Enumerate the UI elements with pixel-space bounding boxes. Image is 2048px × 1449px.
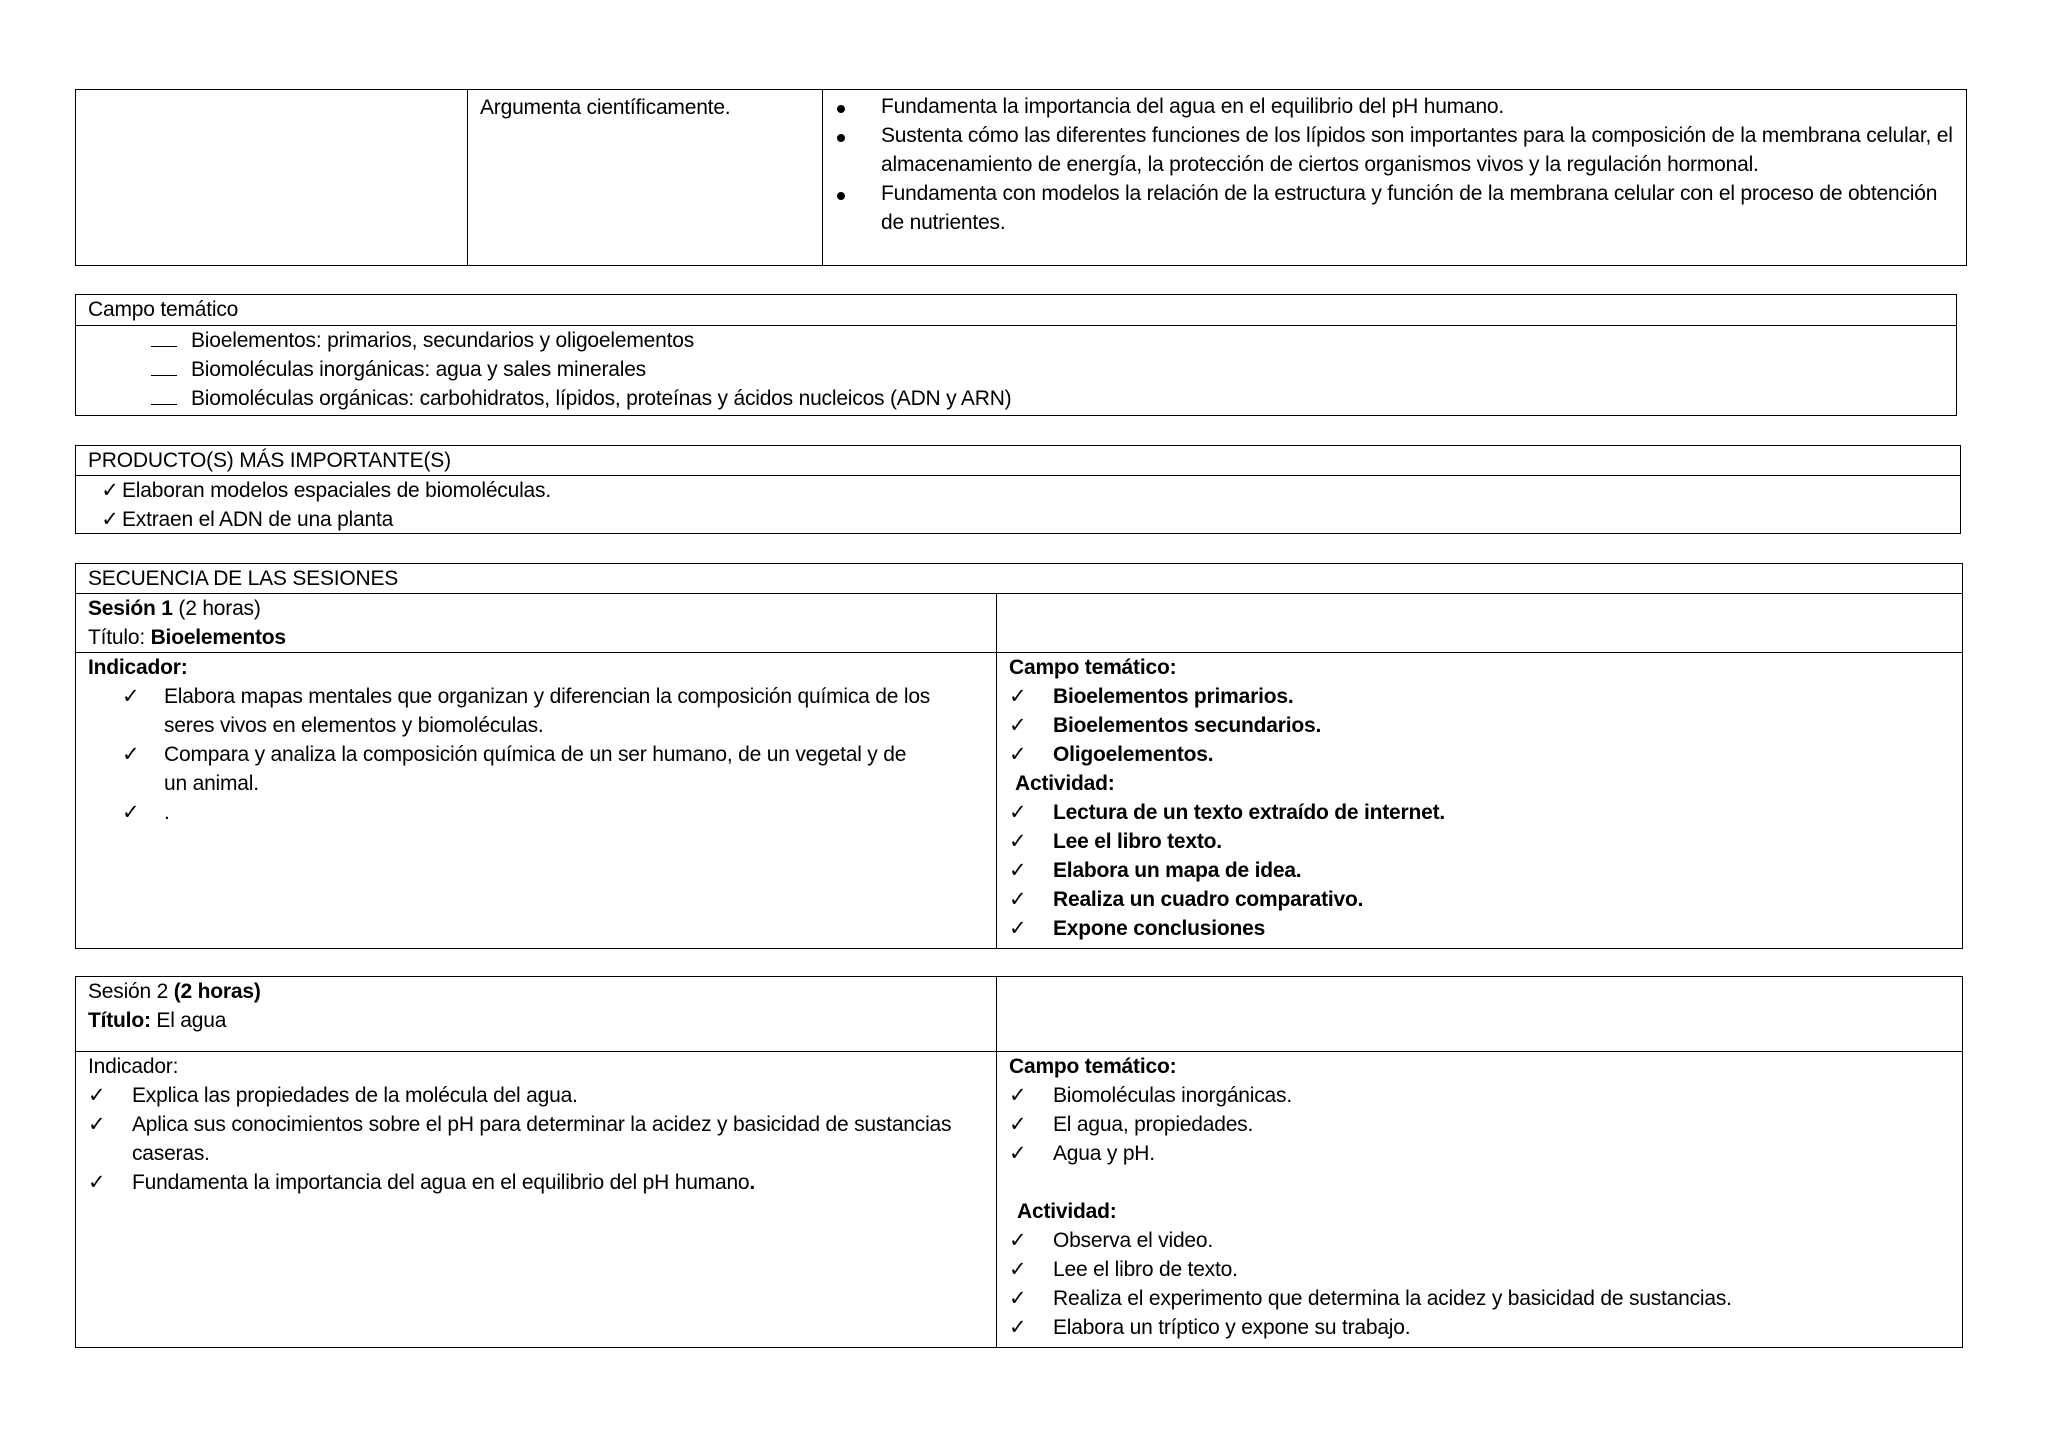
session2-table <box>75 976 1963 1348</box>
session1-heading-empty <box>997 594 1963 653</box>
campo-item: ✓ El agua, propiedades. <box>1009 1110 1950 1139</box>
indicator-item: ✓ Compara y analiza la composición química de un ser humano, de un vegetal y de un animal. <box>122 740 984 798</box>
actividad-item: ✓ Lee el libro de texto. <box>1009 1255 1950 1284</box>
indicator-label: Indicador: <box>88 1055 179 1078</box>
campo-tematico-box <box>75 294 1957 416</box>
session1-title: Bioelementos <box>150 626 286 649</box>
productos-box <box>75 445 1961 534</box>
bullet-icon <box>837 192 845 200</box>
actividad-item: ✓ Lectura de un texto extraído de internet. <box>1009 798 1950 827</box>
campo-item: Biomoléculas orgánicas: carbohidratos, lípidos, proteínas y ácidos nucleicos (ADN y ARN) <box>151 384 1956 413</box>
checkmark-icon: ✓ <box>1009 1258 1027 1281</box>
checkmark-icon: ✓ <box>1009 743 1027 766</box>
checkmark-icon: ✓ <box>1009 1113 1027 1136</box>
actividad-item: ✓ Lee el libro texto. <box>1009 827 1950 856</box>
checkmark-icon: ✓ <box>1009 1084 1027 1107</box>
producto-item: ✓ Extraen el ADN de una planta <box>98 505 1960 534</box>
bullet-text: Fundamenta con modelos la relación de la estructura y función de la membrana celular con el proceso de obtención de nutrientes. <box>881 182 1938 234</box>
session2-label: Sesión 2 <box>88 980 174 1003</box>
checkmark-icon: ✓ <box>1009 888 1027 911</box>
actividad-item: ✓ Elabora un mapa de idea. <box>1009 856 1950 885</box>
producto-item: ✓ Elaboran modelos espaciales de biomoléculas. <box>98 476 1960 505</box>
checkmark-icon: ✓ <box>1009 801 1027 824</box>
session2-heading-cell: Sesión 2 (2 horas) Título: El agua <box>76 977 997 1052</box>
dash-icon <box>151 375 177 376</box>
bullet-icon <box>837 105 845 113</box>
checkmark-icon: ✓ <box>88 1084 106 1107</box>
campo-item: ✓ Agua y pH. <box>1009 1139 1950 1168</box>
session1-heading-cell: Sesión 1 (2 horas) Título: Bioelementos <box>76 594 997 653</box>
campo-label: Campo temático: <box>1009 656 1177 679</box>
checkmark-icon: ✓ <box>1009 859 1027 882</box>
campo-item: Biomoléculas inorgánicas: agua y sales minerales <box>151 355 1956 384</box>
indicator-item: ✓ Aplica sus conocimientos sobre el pH para determinar la acidez y basicidad de sustancias caseras. <box>88 1110 984 1168</box>
campo-tematico-header: Campo temático <box>76 295 1956 326</box>
checkmark-icon: ✓ <box>88 1113 106 1136</box>
checkmark-icon: ✓ <box>1009 1287 1027 1310</box>
campo-label: Campo temático: <box>1009 1055 1177 1078</box>
campo-item: Bioelementos: primarios, secundarios y oligoelementos <box>151 326 1956 355</box>
checkmark-icon: ✓ <box>1009 830 1027 853</box>
campo-item: ✓ Oligoelementos. <box>1009 740 1950 769</box>
indicator-item: ✓ Elabora mapas mentales que organizan y diferencian la composición química de los seres vivos en elementos y biomoléculas. <box>122 682 984 740</box>
session2-indicator-cell <box>76 1052 997 1348</box>
session2-title: El agua <box>150 1009 227 1032</box>
productos-header: PRODUCTO(S) MÁS IMPORTANTE(S) <box>76 446 1960 476</box>
checkmark-icon: ✓ <box>122 801 140 824</box>
checkmark-icon: ✓ <box>1009 1142 1027 1165</box>
checkmark-icon: ✓ <box>1009 917 1027 940</box>
campo-item: ✓ Biomoléculas inorgánicas. <box>1009 1081 1950 1110</box>
bullet-item <box>837 121 1954 179</box>
campo-item: ✓ Bioelementos primarios. <box>1009 682 1950 711</box>
dash-icon <box>151 404 177 405</box>
checkmark-icon: ✓ <box>1009 1316 1027 1339</box>
indicator-item: ✓ Fundamenta la importancia del agua en el equilibrio del pH humano. <box>88 1168 984 1197</box>
bullet-text: Fundamenta la importancia del agua en el equilibrio del pH humano. <box>881 95 1505 118</box>
checkmark-icon: ✓ <box>122 743 140 766</box>
session1-campo-cell <box>997 653 1963 949</box>
actividad-item: ✓ Realiza el experimento que determina la acidez y basicidad de sustancias. <box>1009 1284 1950 1313</box>
indicator-item: ✓ Explica las propiedades de la molécula del agua. <box>88 1081 984 1110</box>
campo-item: ✓ Bioelementos secundarios. <box>1009 711 1950 740</box>
indicator-item: ✓ . <box>122 798 984 827</box>
actividad-item: ✓ Elabora un tríptico y expone su trabajo. <box>1009 1313 1950 1342</box>
top-table-cell-competence <box>468 90 823 266</box>
secuencia-header: SECUENCIA DE LAS SESIONES <box>76 564 1963 594</box>
actividad-item: ✓ Expone conclusiones <box>1009 914 1950 943</box>
session2-campo-cell <box>997 1052 1963 1348</box>
bullet-item <box>837 92 1954 121</box>
actividad-item: ✓ Observa el video. <box>1009 1226 1950 1255</box>
top-table-cell-bullets <box>823 90 1967 266</box>
checkmark-icon: ✓ <box>1009 685 1027 708</box>
actividad-label: Actividad: <box>1015 772 1115 795</box>
bullet-text: Sustenta cómo las diferentes funciones de los lípidos son importantes para la composición de la membrana celular, el almacenamiento de energía, la protección de ciertos organismos vivos y la regulación hormonal. <box>881 124 1953 176</box>
top-table <box>75 89 1967 266</box>
actividad-label: Actividad: <box>1017 1200 1117 1223</box>
checkmark-icon: ✓ <box>101 508 119 531</box>
session1-label: Sesión 1 <box>88 597 173 620</box>
bullet-item <box>837 179 1954 237</box>
checkmark-icon: ✓ <box>122 685 140 708</box>
actividad-item: ✓ Realiza un cuadro comparativo. <box>1009 885 1950 914</box>
top-table-cell-empty <box>76 90 468 266</box>
checkmark-icon: ✓ <box>101 479 119 502</box>
session2-heading-empty <box>997 977 1963 1052</box>
bullet-icon <box>837 134 845 142</box>
checkmark-icon: ✓ <box>88 1171 106 1194</box>
checkmark-icon: ✓ <box>1009 1229 1027 1252</box>
checkmark-icon: ✓ <box>1009 714 1027 737</box>
competence-text: Argumenta científicamente. <box>480 96 731 119</box>
session1-indicator-cell <box>76 653 997 949</box>
session1-table <box>75 563 1963 949</box>
dash-icon <box>151 346 177 347</box>
indicator-label: Indicador: <box>88 656 188 679</box>
